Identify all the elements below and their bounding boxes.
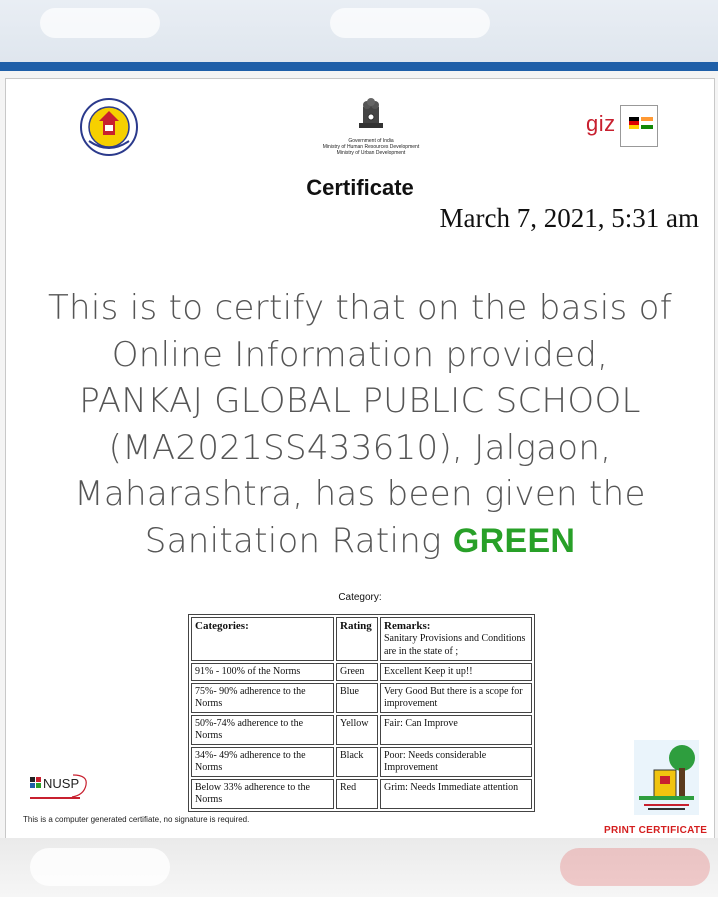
table-row — [191, 779, 532, 809]
blurred-region — [40, 8, 160, 38]
national-emblem-icon — [353, 93, 389, 133]
header-remarks — [380, 617, 532, 661]
cell-rating: Yellow — [336, 715, 378, 745]
statement-prefix: Sanitation Rating — [144, 520, 442, 561]
computer-generated-note: This is a computer generated certifiate, no signature is required. — [23, 815, 250, 824]
india-flag-icon — [641, 117, 653, 129]
cell-category: 34%- 49% adherence to the Norms — [191, 747, 334, 777]
cell-remarks: Excellent Keep it up!! — [380, 663, 532, 681]
category-label: Category: — [338, 592, 382, 603]
rating-norms-table — [188, 614, 535, 812]
cell-category: Below 33% adherence to the Norms — [191, 779, 334, 809]
certificate-page — [5, 78, 715, 840]
cell-remarks: Grim: Needs Immediate attention — [380, 779, 532, 809]
statement-line: Online Information provided, — [111, 334, 609, 375]
table-row — [191, 683, 532, 713]
cell-remarks: Very Good But there is a scope for improvement — [380, 683, 532, 713]
remarks-subtitle: Sanitary Provisions and Conditions are in the state of ; — [384, 633, 526, 657]
statement-line: (MA2021SS433610), Jalgaon, — [108, 427, 612, 468]
nusp-logo — [28, 773, 98, 803]
cell-rating: Black — [336, 747, 378, 777]
header-rating: Rating — [336, 617, 378, 661]
blurred-bottom-region — [0, 838, 718, 897]
statement-line — [16, 518, 704, 565]
germany-flag-icon — [629, 117, 639, 129]
table-row — [191, 663, 532, 681]
gov-line: Ministry of Urban Development — [336, 150, 406, 156]
statement-line: This is to certify that on the basis of — [47, 288, 673, 328]
blurred-region — [30, 848, 170, 886]
giz-logo: giz — [586, 111, 616, 136]
certificate-statement — [16, 285, 704, 564]
government-emblem-block — [306, 93, 436, 156]
cell-category: 50%-74% adherence to the Norms — [191, 715, 334, 745]
table-header-row — [191, 617, 532, 661]
cell-category: 75%- 90% adherence to the Norms — [191, 683, 334, 713]
top-accent-bar — [0, 62, 718, 71]
certificate-title: Certificate — [306, 175, 414, 200]
cooperation-badge — [620, 105, 658, 147]
cell-remarks: Poor: Needs considerable Improvement — [380, 747, 532, 777]
blurred-region — [560, 848, 710, 886]
sanitation-rating: GREEN — [452, 521, 576, 560]
statement-line: PANKAJ GLOBAL PUBLIC SCHOOL — [79, 381, 641, 421]
cell-rating: Blue — [336, 683, 378, 713]
cell-rating: Green — [336, 663, 378, 681]
nusp-label: NUSP — [43, 776, 80, 791]
remarks-title: Remarks: — [384, 620, 431, 632]
blurred-region — [330, 8, 490, 38]
statement-line: Maharashtra, has been given the — [74, 474, 646, 514]
gov-line: Ministry of Human Resources Development — [322, 144, 420, 150]
header-categories: Categories: — [191, 617, 334, 661]
cell-rating: Red — [336, 779, 378, 809]
certificate-date: March 7, 2021, 5:31 am — [439, 203, 699, 233]
school-board-seal-logo — [79, 97, 139, 157]
gov-line: Government of India — [348, 138, 394, 144]
cell-remarks: Fair: Can Improve — [380, 715, 532, 745]
print-certificate-link[interactable]: PRINT CERTIFICATE — [604, 825, 708, 836]
browser-top-bar — [0, 0, 718, 62]
table-row — [191, 715, 532, 745]
table-row — [191, 747, 532, 777]
national-school-sanitation-logo — [634, 740, 699, 815]
cell-category: 91% - 100% of the Norms — [191, 663, 334, 681]
